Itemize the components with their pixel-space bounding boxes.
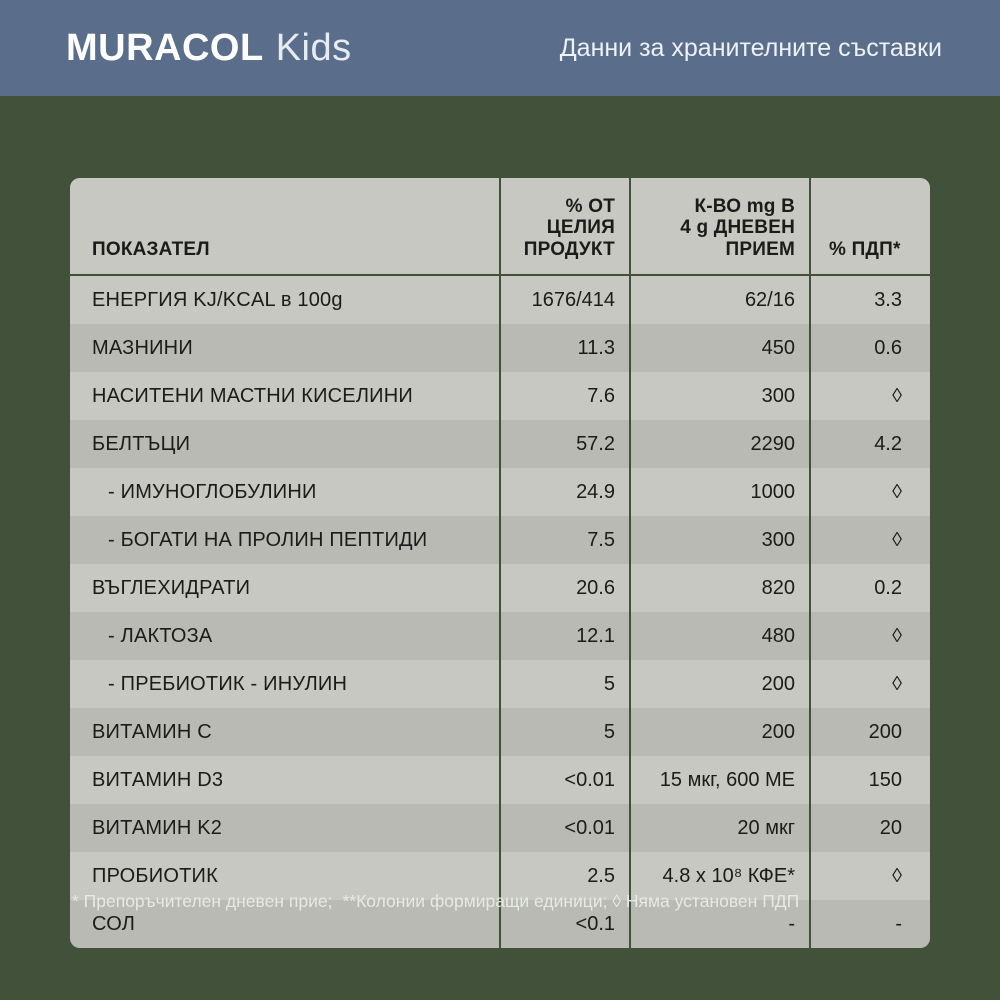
- cell-amount-per-dose: 1000: [630, 468, 810, 516]
- cell-percent-of-product: 57.2: [500, 420, 630, 468]
- cell-indicator: ВИТАМИН D3: [70, 756, 500, 804]
- brand-logo: [66, 27, 352, 70]
- cell-indicator: ЕНЕРГИЯ KJ/KCAL в 100g: [70, 275, 500, 324]
- cell-rda: 0.6: [810, 324, 930, 372]
- table-row: [70, 420, 930, 468]
- table-row: [70, 756, 930, 804]
- cell-amount-per-dose: 20 мкг: [630, 804, 810, 852]
- cell-amount-per-dose: 62/16: [630, 275, 810, 324]
- cell-rda: -: [810, 900, 930, 948]
- cell-indicator: ВИТАМИН K2: [70, 804, 500, 852]
- cell-amount-per-dose: 200: [630, 708, 810, 756]
- column-header-amount-line1: К-ВО mg В: [694, 196, 795, 217]
- table-header: [70, 178, 930, 275]
- cell-amount-per-dose: -: [630, 900, 810, 948]
- column-header-percent-line3: ПРОДУКТ: [523, 238, 615, 260]
- column-header-amount-line3: ПРИЕМ: [725, 238, 795, 260]
- cell-indicator: НАСИТЕНИ МАСТНИ КИСЕЛИНИ: [70, 372, 500, 420]
- table-header-row: [70, 178, 930, 275]
- cell-indicator: - ПРЕБИОТИК - ИНУЛИН: [70, 660, 500, 708]
- cell-indicator: - БОГАТИ НА ПРОЛИН ПЕПТИДИ: [70, 516, 500, 564]
- table-row: [70, 468, 930, 516]
- column-header-percent-of-product: [500, 178, 630, 275]
- cell-percent-of-product: 5: [500, 660, 630, 708]
- column-header-amount-per-dose: [630, 178, 810, 275]
- column-header-percent-line1: % ОТ: [565, 196, 615, 217]
- cell-percent-of-product: <0.01: [500, 756, 630, 804]
- cell-rda: 0.2: [810, 564, 930, 612]
- cell-rda: 3.3: [810, 275, 930, 324]
- cell-percent-of-product: <0.1: [500, 900, 630, 948]
- cell-percent-of-product: 24.9: [500, 468, 630, 516]
- cell-amount-per-dose: 300: [630, 516, 810, 564]
- cell-amount-per-dose: 300: [630, 372, 810, 420]
- cell-rda: 20: [810, 804, 930, 852]
- cell-amount-per-dose: 2290: [630, 420, 810, 468]
- cell-rda: 200: [810, 708, 930, 756]
- cell-percent-of-product: 7.6: [500, 372, 630, 420]
- column-header-amount-line2: 4 g ДНЕВЕН: [680, 217, 795, 239]
- nutrition-table: [70, 178, 930, 948]
- cell-indicator: БЕЛТЪЦИ: [70, 420, 500, 468]
- content-panel: [0, 96, 1000, 1000]
- header-bar: [0, 0, 1000, 96]
- column-header-percent-line2: ЦЕЛИЯ: [546, 217, 615, 239]
- footnote: [72, 891, 952, 912]
- cell-amount-per-dose: 200: [630, 660, 810, 708]
- brand-subname: Kids: [275, 26, 352, 69]
- table-row: [70, 324, 930, 372]
- table-row: [70, 708, 930, 756]
- cell-amount-per-dose: 480: [630, 612, 810, 660]
- cell-percent-of-product: 2.5: [500, 852, 630, 900]
- cell-rda: ◊: [810, 372, 930, 420]
- table-row: [70, 612, 930, 660]
- cell-indicator: СОЛ: [70, 900, 500, 948]
- table-row: [70, 372, 930, 420]
- cell-rda: ◊: [810, 468, 930, 516]
- table-body: [70, 275, 930, 948]
- page-title: Данни за хранителните съставки: [559, 33, 942, 62]
- nutrition-table-card: [70, 178, 930, 948]
- brand-name: MURACOL: [66, 26, 264, 69]
- cell-percent-of-product: <0.01: [500, 804, 630, 852]
- cell-indicator: - ЛАКТОЗА: [70, 612, 500, 660]
- cell-rda: ◊: [810, 516, 930, 564]
- table-row: [70, 564, 930, 612]
- cell-indicator: - ИМУНОГЛОБУЛИНИ: [70, 468, 500, 516]
- cell-amount-per-dose: 820: [630, 564, 810, 612]
- table-row: [70, 804, 930, 852]
- cell-rda: 150: [810, 756, 930, 804]
- cell-rda: 4.2: [810, 420, 930, 468]
- cell-percent-of-product: 1676/414: [500, 275, 630, 324]
- cell-rda: ◊: [810, 612, 930, 660]
- column-header-indicator: ПОКАЗАТЕЛ: [70, 178, 500, 275]
- cell-amount-per-dose: 4.8 x 10⁸ КФЕ*: [630, 852, 810, 900]
- cell-percent-of-product: 12.1: [500, 612, 630, 660]
- table-row: [70, 516, 930, 564]
- cell-percent-of-product: 5: [500, 708, 630, 756]
- cell-indicator: ПРОБИОТИК: [70, 852, 500, 900]
- cell-amount-per-dose: 450: [630, 324, 810, 372]
- footnote-part1: * Препоръчителен дневен прие;: [72, 891, 333, 911]
- cell-rda: ◊: [810, 852, 930, 900]
- column-header-rda: % ПДП*: [810, 178, 930, 275]
- cell-amount-per-dose: 15 мкг, 600 МЕ: [630, 756, 810, 804]
- cell-rda: ◊: [810, 660, 930, 708]
- footnote-part2: **Колонии формиращи единици; ◊ Няма установен ПДП: [342, 891, 800, 911]
- cell-percent-of-product: 7.5: [500, 516, 630, 564]
- table-row: [70, 660, 930, 708]
- cell-percent-of-product: 11.3: [500, 324, 630, 372]
- cell-indicator: ВЪГЛЕХИДРАТИ: [70, 564, 500, 612]
- cell-indicator: ВИТАМИН C: [70, 708, 500, 756]
- cell-indicator: МАЗНИНИ: [70, 324, 500, 372]
- table-row: [70, 275, 930, 324]
- cell-percent-of-product: 20.6: [500, 564, 630, 612]
